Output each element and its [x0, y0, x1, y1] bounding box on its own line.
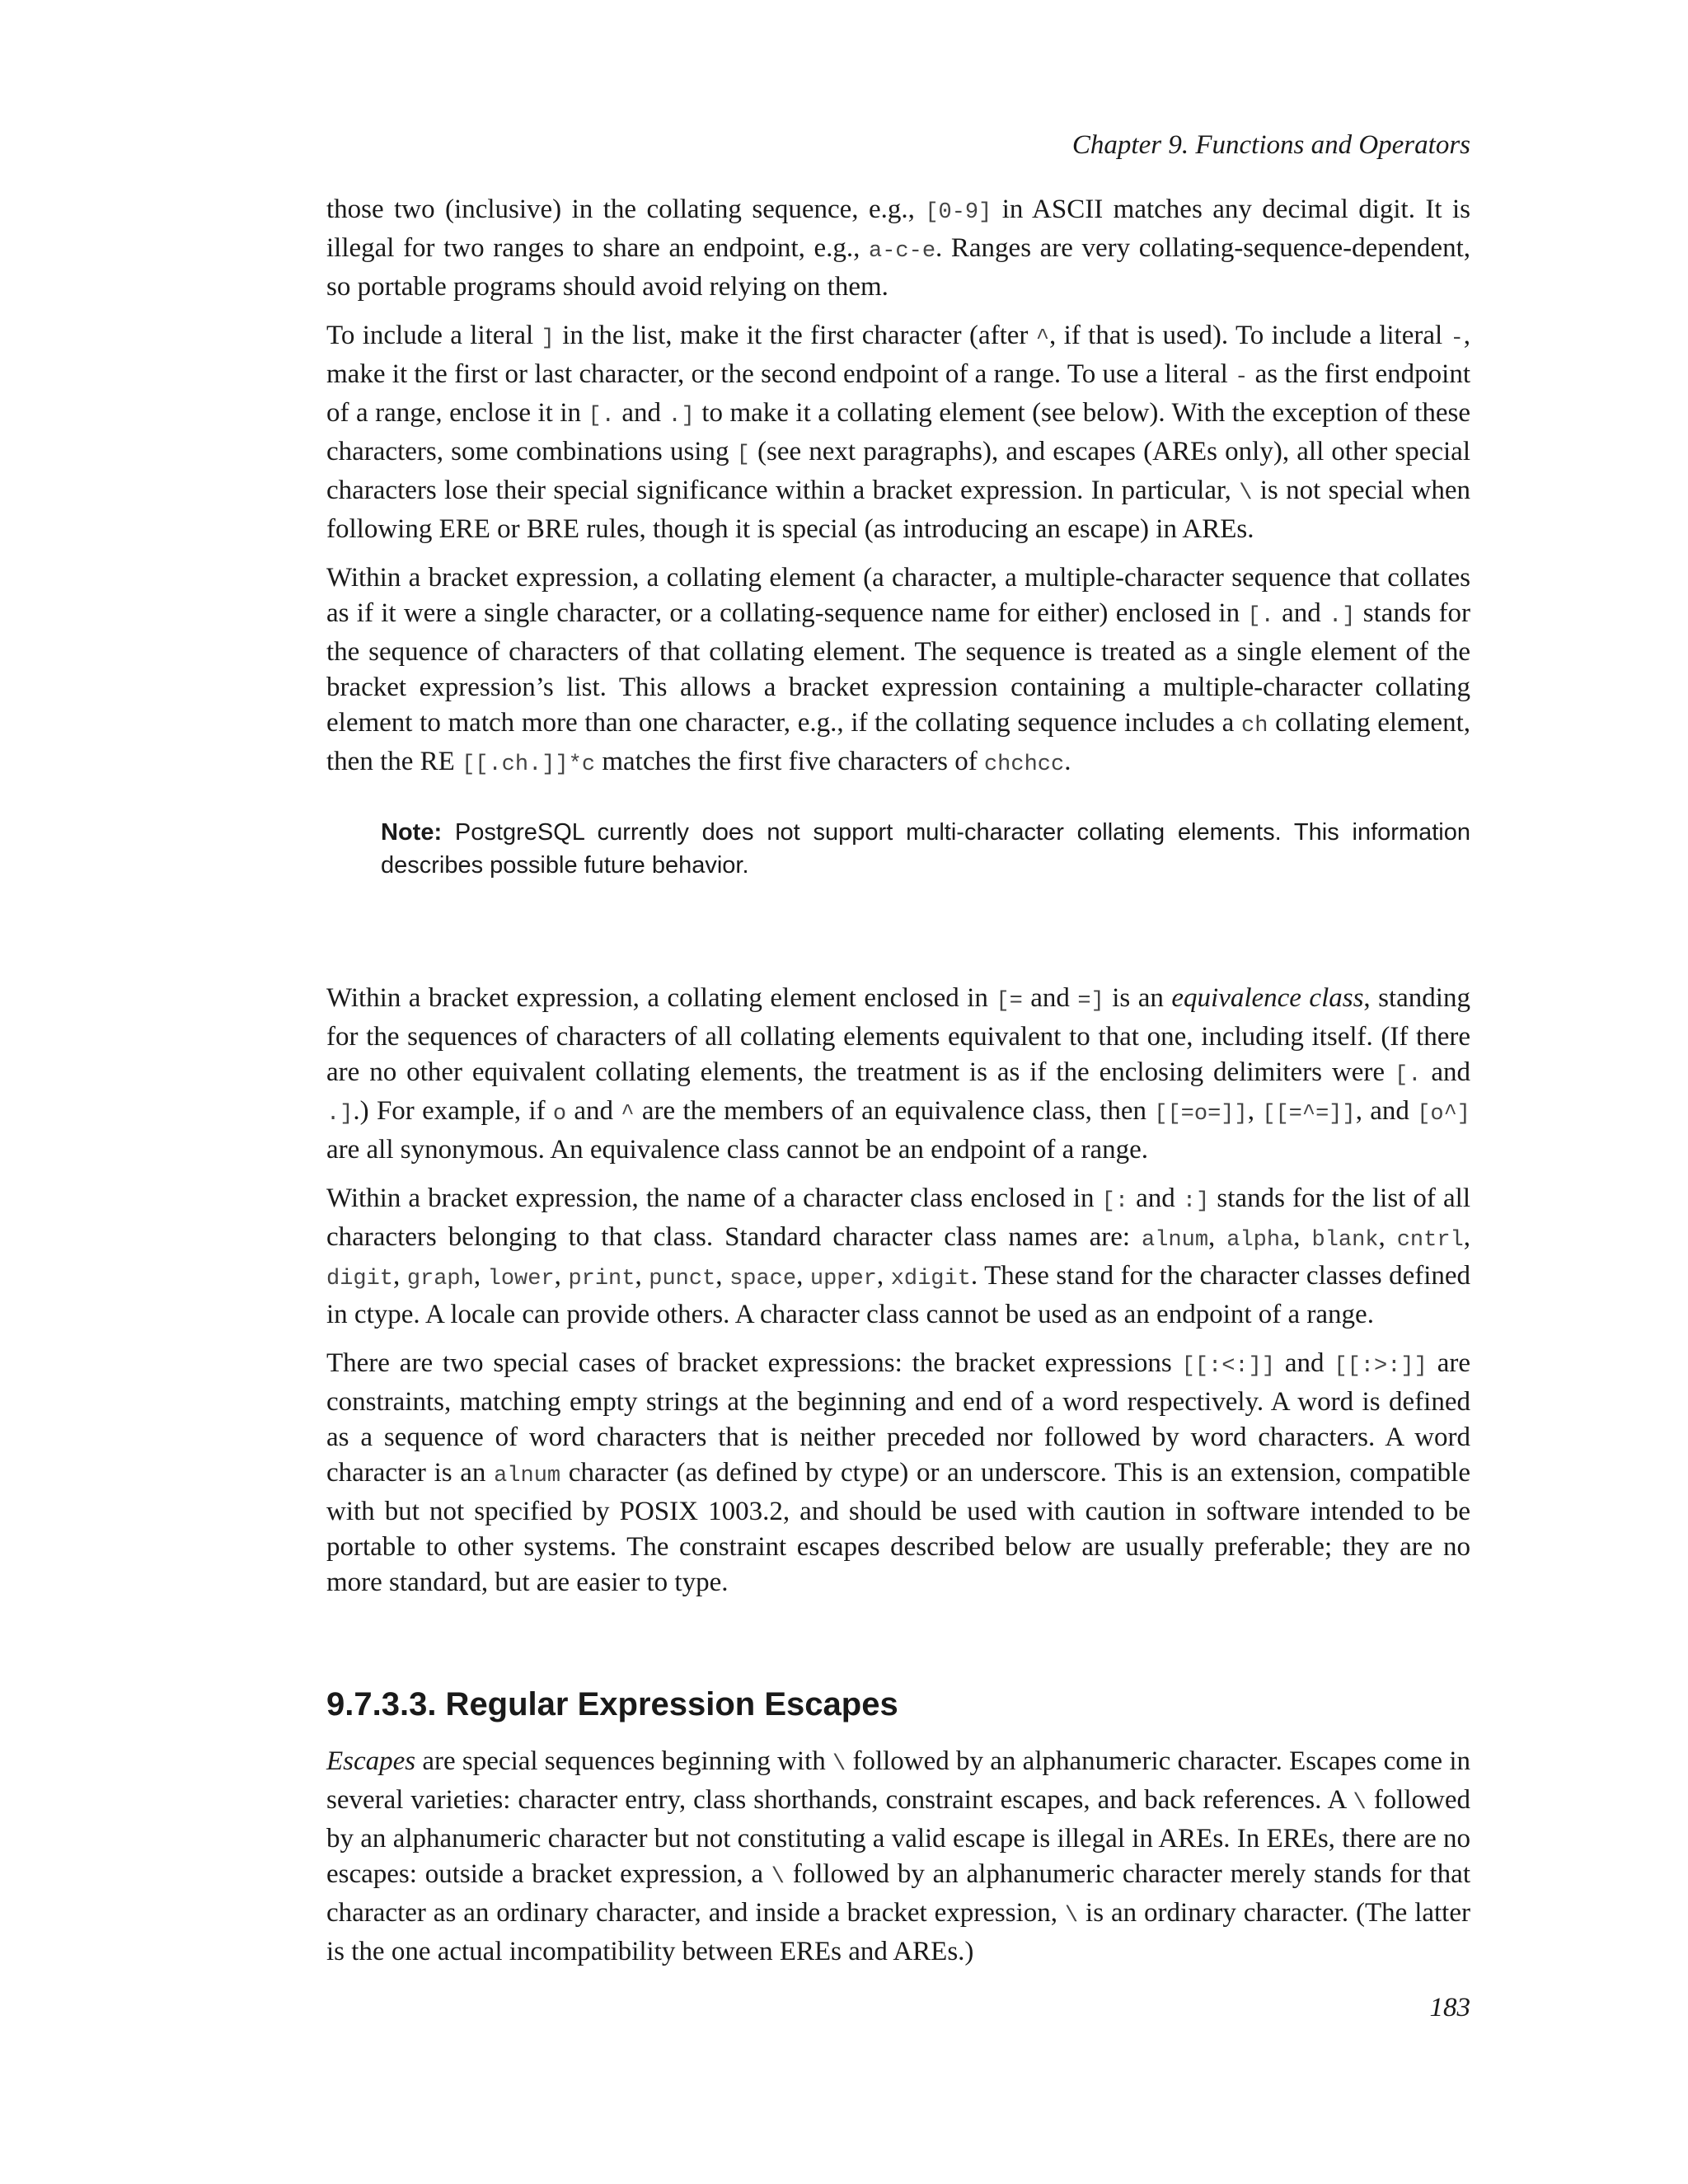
text: , [1247, 1096, 1263, 1126]
code-literal: [: [1101, 1189, 1129, 1214]
code-literal: o [552, 1102, 567, 1127]
separator: , [715, 1261, 730, 1291]
chapter-title: Chapter 9. Functions and Operators [1071, 130, 1470, 160]
note-text: PostgreSQL currently does not support multi-character collating elements. This information describes possible future behavior. [381, 819, 1470, 879]
class-name: xdigit [890, 1267, 971, 1291]
text: and [566, 1096, 621, 1126]
code-literal: :] [1182, 1189, 1210, 1214]
text: those two (inclusive) in the collating sequence, e.g., [326, 194, 926, 224]
code-literal: [[.ch.]]*c [462, 752, 596, 777]
class-name: cntrl [1396, 1228, 1464, 1253]
class-name: lower [487, 1267, 555, 1291]
class-name: alpha [1226, 1228, 1294, 1253]
text: as the first endpoint of a range, enclose it in [326, 359, 1471, 428]
text: Within a bracket expression, the name of a character class enclosed in [326, 1183, 1102, 1213]
paragraph-collating-element [326, 560, 1470, 783]
section-heading: 9.7.3.3. Regular Expression Escapes [326, 1686, 898, 1722]
text: , and [1355, 1096, 1418, 1126]
separator: , [1208, 1222, 1227, 1252]
code-literal: [0-9] [925, 200, 992, 225]
code-literal: \ [1239, 481, 1253, 506]
class-name: blank [1311, 1228, 1379, 1253]
class-name: space [729, 1267, 797, 1291]
code-literal: [= [996, 989, 1023, 1014]
text: Within a bracket expression, a collating element (a character, a multiple-character sequence that collates as if it were a single character, or a collating-sequence name for either) enclosed in [326, 563, 1470, 628]
text: and [1022, 983, 1078, 1013]
separator: , [393, 1261, 407, 1291]
text: is an [1104, 983, 1172, 1013]
paragraph-ranges [326, 192, 1470, 305]
text: There are two special cases of bracket expressions: the bracket expressions [326, 1348, 1182, 1378]
text: Within a bracket expression, a collating element enclosed in [326, 983, 996, 1013]
code-literal: \ [1064, 1904, 1079, 1929]
separator: , [635, 1261, 649, 1291]
note-block [381, 816, 1470, 882]
text: in ASCII matches any decimal digit. It is illegal for two ranges to share an endpoint, e.g., [326, 194, 1470, 263]
text: is not special when following ERE or BRE rules, though it is special (as introducing an escape) in AREs. [326, 476, 1470, 544]
separator: , [876, 1261, 891, 1291]
text: and [1128, 1183, 1183, 1213]
paragraph-escapes [326, 1744, 1470, 1970]
text: To include a literal [326, 321, 542, 350]
text: followed by an alphanumeric character but not constituting a valid escape is illegal in AREs. In EREs, there are no escapes: outside a bracket expression, a [326, 1785, 1470, 1889]
code-literal: [. [588, 404, 615, 429]
code-literal: a-c-e [869, 239, 936, 264]
code-literal: ch [1241, 714, 1268, 738]
separator: , [473, 1261, 488, 1291]
code-literal: [[:>:]] [1334, 1354, 1428, 1379]
paragraph-character-class [326, 1181, 1470, 1333]
class-name: upper [809, 1267, 877, 1291]
separator: , [1293, 1222, 1312, 1252]
text: followed by an alphanumeric character merely stands for that character as an ordinary character, and inside a bracket expression, [326, 1859, 1471, 1928]
code-literal: [o^] [1417, 1102, 1471, 1127]
code-literal: .] [1329, 604, 1356, 629]
text: . These stand for the character classes defined in ctype. A locale can provide others. A character class cannot be used as an endpoint of a range. [326, 1261, 1471, 1329]
text: . [1064, 747, 1071, 776]
code-literal: ^ [621, 1102, 635, 1127]
text: , standing for the sequences of characters of all collating elements equivalent to that one, including itself. (If there are no other equivalent collating elements, the treatment is as if the enclosing delimiters were [326, 983, 1470, 1087]
text: stands for the sequence of characters of that collating element. The sequence is treated as a single element of the bracket expression’s list. This allows a bracket expression containing a multiple-character collating element to match more than one character, e.g., if the collating sequence includes a [326, 598, 1471, 738]
code-literal: [[=o=]] [1154, 1102, 1248, 1127]
text: are the members of an equivalence class, then [634, 1096, 1155, 1126]
code-literal: [ [736, 443, 750, 467]
code-literal: ^ [1035, 326, 1050, 351]
text: and [1421, 1057, 1470, 1087]
code-literal: \ [771, 1865, 785, 1890]
class-name: print [568, 1267, 635, 1291]
code-literal: \ [1353, 1791, 1367, 1816]
code-literal: alnum [494, 1464, 561, 1488]
emphasis: equivalence class [1171, 983, 1364, 1013]
code-literal: [[=^=]] [1262, 1102, 1356, 1127]
code-literal: ] [541, 326, 555, 351]
text: in the list, make it the first character (after [554, 321, 1036, 350]
page-content [326, 192, 1470, 1983]
class-name: graph [406, 1267, 474, 1291]
paragraph-equivalence-class [326, 981, 1470, 1168]
code-literal: [. [1247, 604, 1274, 629]
code-literal: - [1450, 326, 1464, 351]
text: and [1273, 598, 1329, 628]
code-literal: .] [668, 404, 695, 429]
text: stands for the list of all characters belonging to that class. Standard character class names are: [326, 1183, 1470, 1252]
text: matches the first five characters of [595, 747, 984, 776]
text: are all synonymous. An equivalence class cannot be an endpoint of a range. [326, 1135, 1149, 1165]
emphasis: Escapes [326, 1746, 416, 1776]
class-name: alnum [1142, 1228, 1209, 1253]
separator: , [1463, 1222, 1470, 1252]
code-literal: =] [1077, 989, 1104, 1014]
text: are special sequences beginning with [415, 1746, 832, 1776]
text: collating element, then the RE [326, 708, 1470, 776]
page-number [326, 1988, 1470, 2027]
separator: , [554, 1261, 569, 1291]
code-literal: [[:<:]] [1181, 1354, 1276, 1379]
text: .) For example, if [353, 1096, 553, 1126]
text: , make it the first or last character, or the second endpoint of a range. To use a literal [326, 321, 1471, 389]
text: (see next paragraphs), and escapes (AREs only), all other special characters lose their special significance within a bracket expression. In particular, [326, 437, 1471, 505]
code-literal: chchcc [983, 752, 1065, 777]
text: is an ordinary character. (The latter is the one actual incompatibility between EREs and AREs.) [326, 1898, 1470, 1966]
text: and [1275, 1348, 1334, 1378]
text: to make it a collating element (see below). With the exception of these characters, some combinations using [326, 398, 1470, 466]
note-label: Note: [381, 819, 443, 846]
code-literal: .] [326, 1102, 354, 1127]
paragraph-word-constraints [326, 1346, 1470, 1601]
class-name: digit [326, 1267, 394, 1291]
separator: , [796, 1261, 810, 1291]
text: , if that is used). To include a literal [1049, 321, 1451, 350]
paragraph-literal-bracket [326, 318, 1470, 547]
text: followed by an alphanumeric character. Escapes come in several varieties: character entry, class shorthands, constraint escapes, and back references. A [326, 1746, 1470, 1815]
text: character (as defined by ctype) or an underscore. This is an extension, compatible with but not specified by POSIX 1003.2, and should be used with caution in software intended to be portable to other systems. The constraint escapes described below are usually preferable; they are no more standard, but are easier to type. [326, 1458, 1470, 1597]
code-literal: [. [1395, 1063, 1422, 1088]
code-literal: \ [832, 1752, 846, 1777]
separator: , [1378, 1222, 1397, 1252]
class-name: punct [649, 1267, 716, 1291]
text: . Ranges are very collating-sequence-dependent, so portable programs should avoid relying on them. [326, 233, 1470, 302]
text: are constraints, matching empty strings at the beginning and end of a word respectively. A word is defined as a sequence of word characters that is neither preceded nor followed by word characters. A word character is an [326, 1348, 1470, 1488]
running-header [326, 125, 1470, 165]
code-literal: - [1235, 365, 1249, 390]
text: and [614, 398, 668, 428]
page-number-text: 183 [1429, 1993, 1470, 2022]
